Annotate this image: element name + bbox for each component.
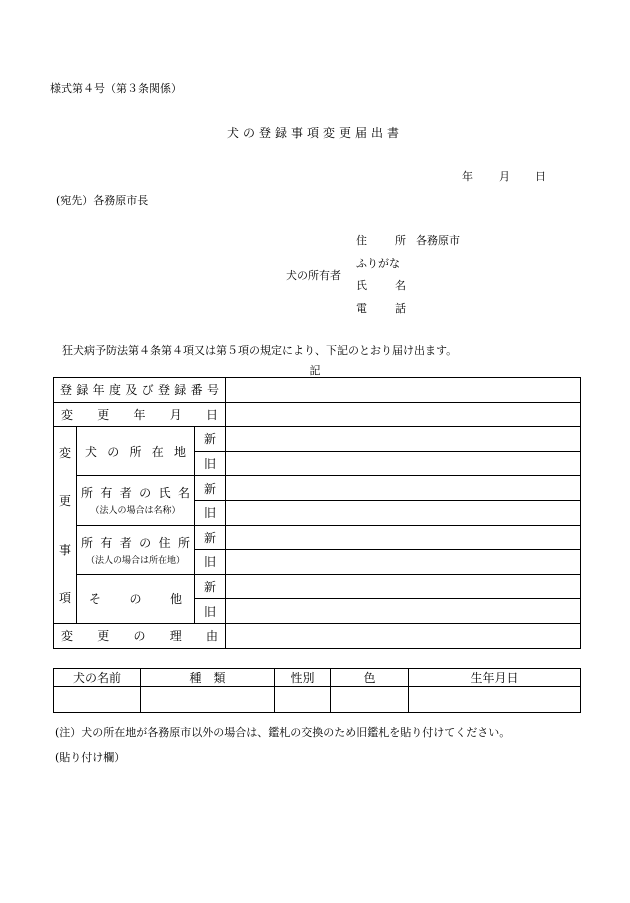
ki-label: 記 [309,364,321,377]
location-old-value[interactable] [226,451,581,476]
dog-table [53,668,581,713]
dog-birthdate-value[interactable] [409,687,581,713]
owner-address-value: 各務原市 [416,234,460,247]
registration-value[interactable] [226,378,581,403]
registration-row [54,378,581,403]
change-table [53,377,581,649]
form-number: 様式第４号（第３条関係） [50,82,182,95]
note: (注）犬の所在地が各務原市以外の場合は、鑑札の交換のため旧鑑札を貼り付けてください。 [55,726,511,739]
owner-name-new-label: 新 [195,476,226,501]
dog-color-header: 色 [331,669,409,687]
location-new-value[interactable] [226,427,581,452]
paste-area-label: (貼り付け欄） [55,751,126,764]
owner-name-label: 氏 名 [356,279,406,292]
date-year-label: 年 [462,170,473,183]
owner-phone-line [356,302,460,325]
owner-address-note: （法人の場合は所在地） [85,555,185,566]
dog-table-data-row [54,687,581,713]
owner-phone-label: 電 話 [356,301,406,315]
page-title: 犬の登録事項変更届出書 [226,126,403,140]
change-date-row [54,402,581,427]
reason-row [54,623,581,648]
other-new-label: 新 [195,574,226,599]
registration-label: 登 録 年 度 及 び 登 録 番 号 [54,378,226,403]
owner-label: 犬の所有者 [286,269,341,282]
statement: 狂犬病予防法第４条第４項又は第５項の規定により、下記のとおり届け出ます。 [62,344,458,357]
reason-value[interactable] [226,623,581,648]
reason-label: 変 更 の 理 由 [54,623,226,648]
owner-name-cell: 所 有 者 の 氏 名 （法人の場合は名称） [77,476,195,525]
dog-birthdate-header: 生年月日 [409,669,581,687]
change-items-label: 変 更 事 項 [54,427,77,624]
owner-name-old-label: 旧 [195,500,226,525]
dog-color-value[interactable] [331,687,409,713]
owner-address-cell: 所 有 者 の 住 所 （法人の場合は所在地） [77,525,195,574]
change-date-value[interactable] [226,402,581,427]
owner-address-old-value[interactable] [226,550,581,575]
location-label: 犬 の 所 在 地 [77,427,195,476]
owner-name-line [356,279,460,302]
dog-sex-header: 性別 [275,669,331,687]
owner-name-old-value[interactable] [226,500,581,525]
dog-table-header-row [54,669,581,687]
location-new-row [54,427,581,452]
location-new-label: 新 [195,427,226,452]
owner-address-new-label: 新 [195,525,226,550]
owner-address-line [356,234,460,257]
dog-sex-value[interactable] [275,687,331,713]
other-new-value[interactable] [226,574,581,599]
dog-name-value[interactable] [54,687,141,713]
owner-name-new-row [54,476,581,501]
owner-furigana-label: ふりがな [356,256,400,270]
other-old-label: 旧 [195,599,226,624]
owner-fields [356,234,460,324]
other-label: そ の 他 [77,574,195,623]
owner-address-old-label: 旧 [195,550,226,575]
owner-name-new-value[interactable] [226,476,581,501]
other-old-value[interactable] [226,599,581,624]
dog-name-header: 犬の名前 [54,669,141,687]
dog-breed-header: 種 類 [141,669,275,687]
owner-address-new-value[interactable] [226,525,581,550]
location-old-label: 旧 [195,451,226,476]
date-day-label: 日 [535,170,546,183]
owner-furigana-line [356,257,460,280]
owner-address-new-row [54,525,581,550]
other-new-row [54,574,581,599]
addressee: (宛先）各務原市長 [56,194,149,207]
change-date-label: 変 更 年 月 日 [54,402,226,427]
dog-breed-value[interactable] [141,687,275,713]
owner-address-label: 住 所 [356,234,406,247]
date-month-label: 月 [499,170,510,183]
owner-name-note: （法人の場合は名称） [90,506,181,517]
